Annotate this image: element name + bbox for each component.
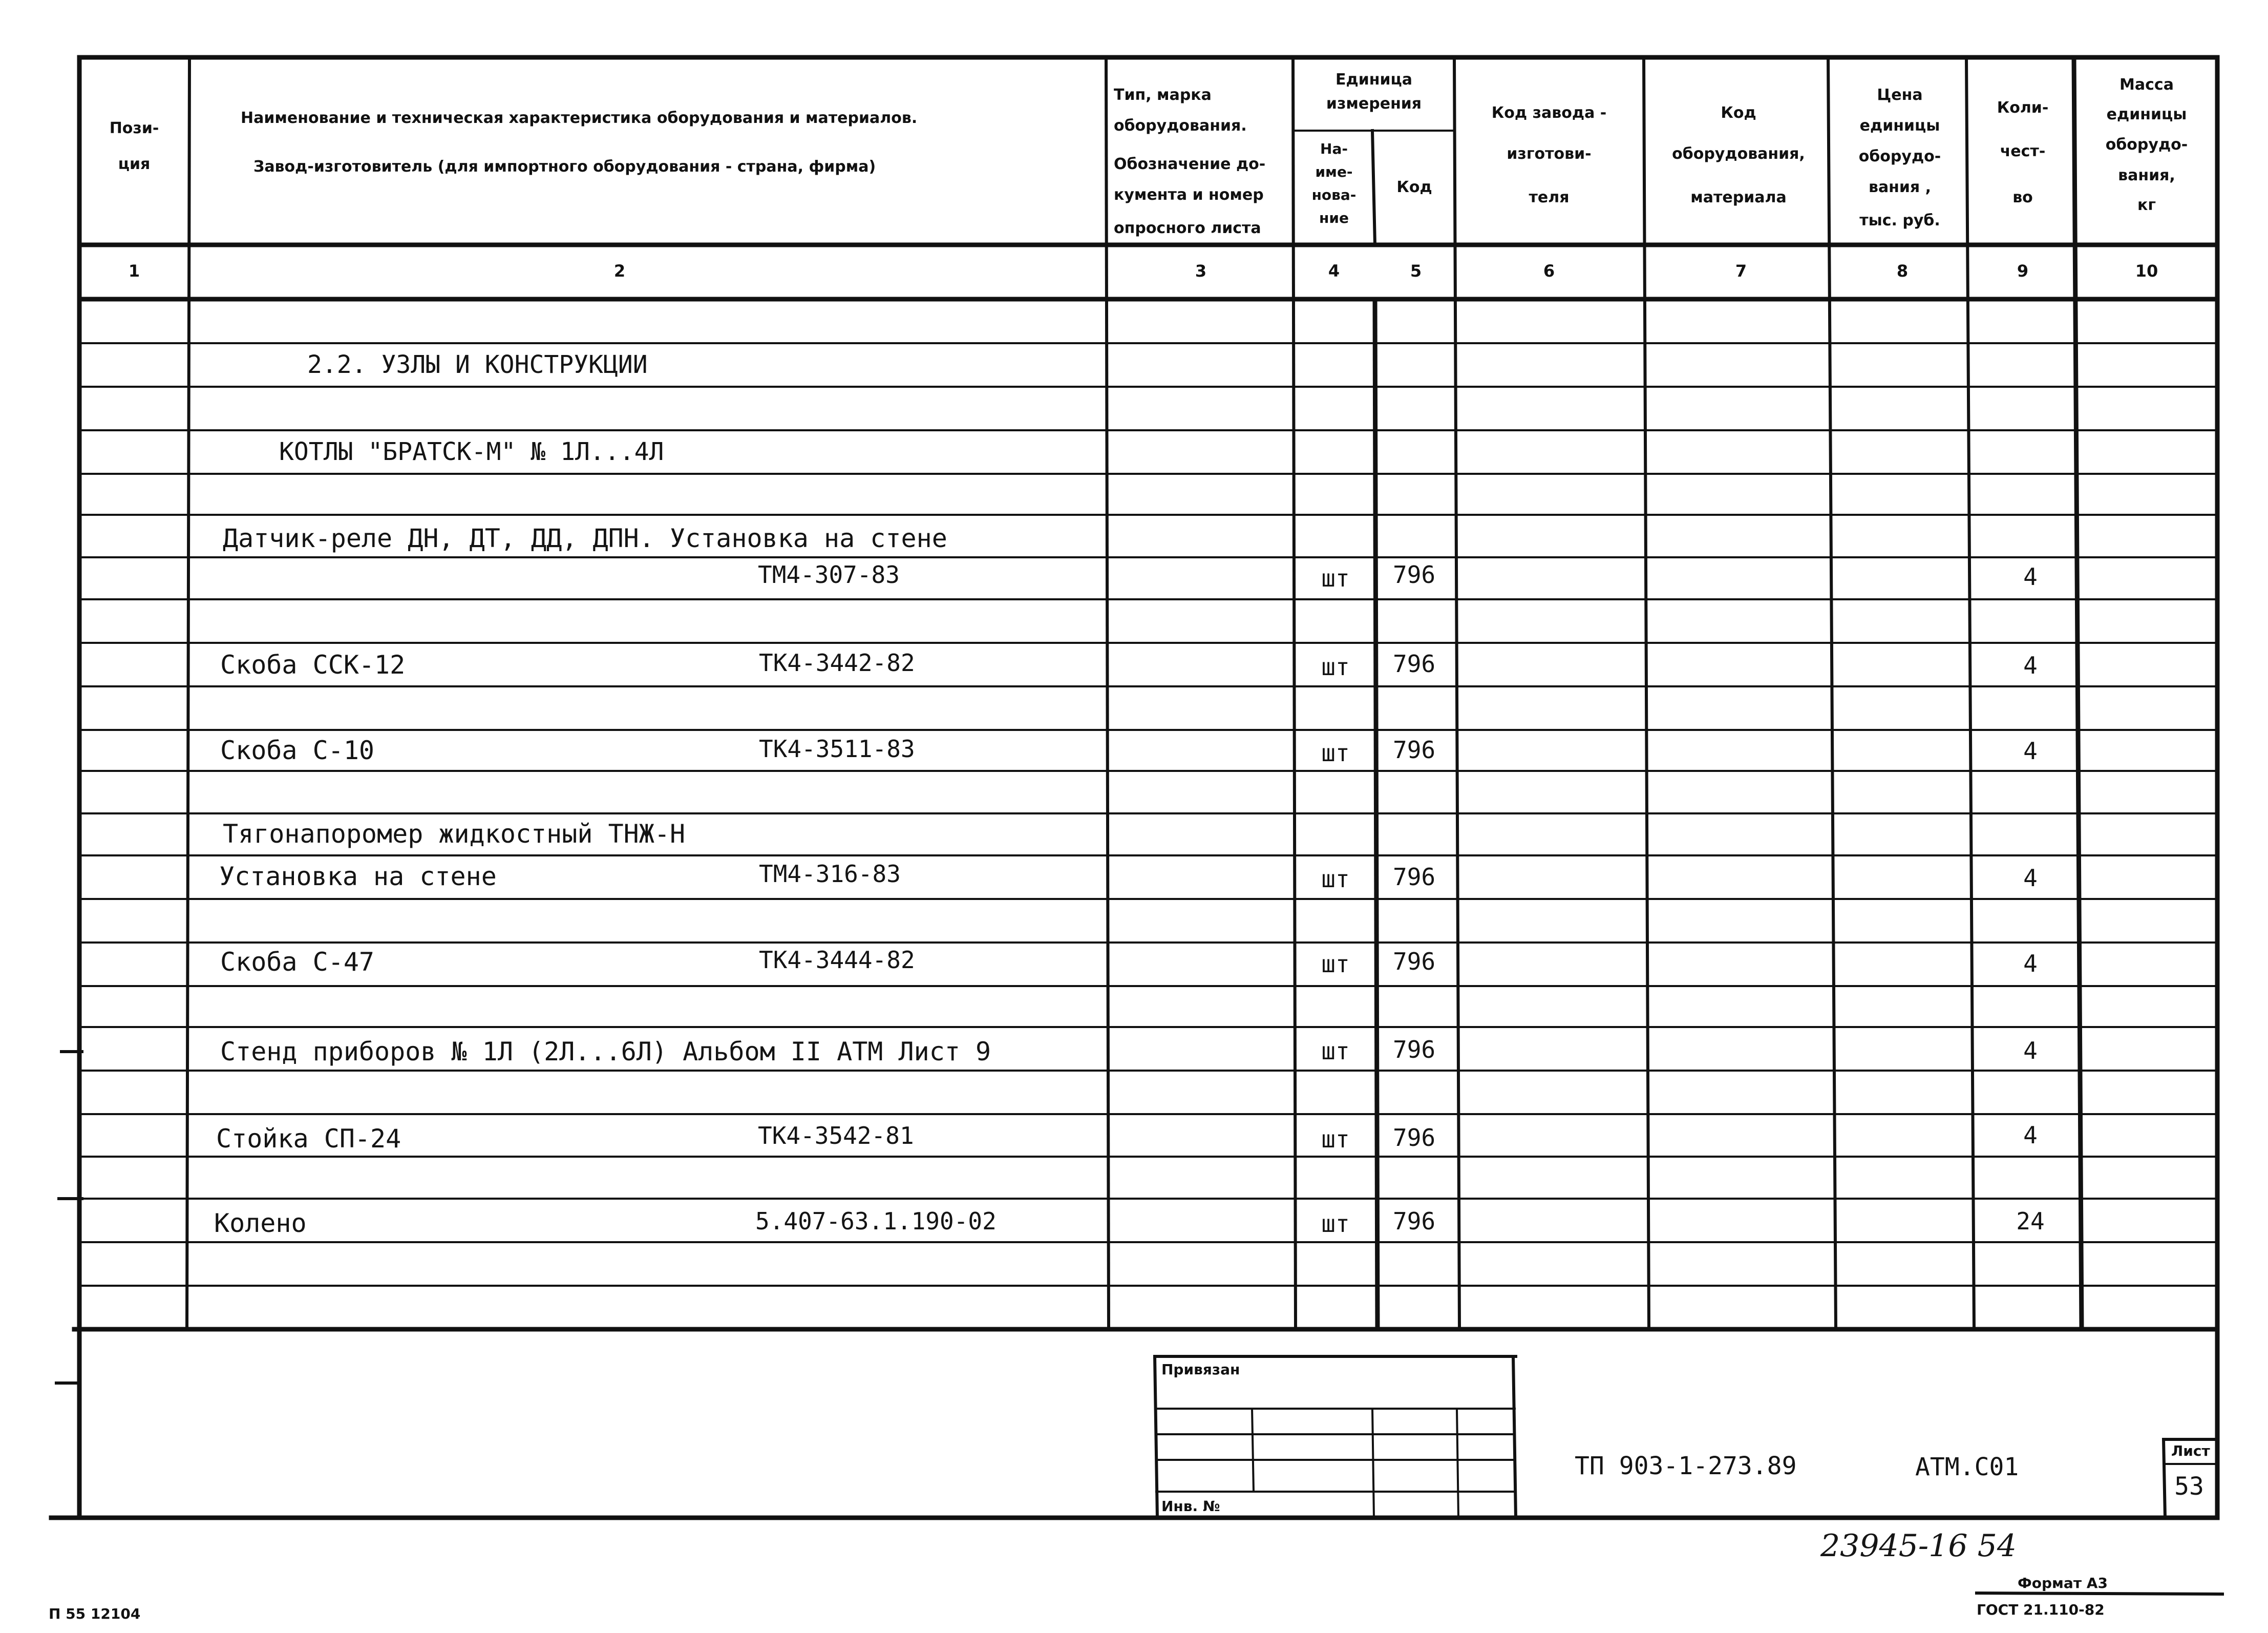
row-stoyka-code: 796 [1393, 1124, 1436, 1152]
header-col6-line2: изготови- [1507, 145, 1592, 163]
header-col8-line5: тыс. руб. [1859, 212, 1940, 229]
row-skoba2-unit: шт [1321, 739, 1350, 767]
header-unit-line1: Единица [1336, 71, 1412, 89]
row-koleno-unit: шт [1321, 1210, 1350, 1238]
header-col4-line2: име- [1315, 163, 1353, 180]
row-stoyka-doc: ТК4-3542-81 [758, 1122, 914, 1149]
row-skoba3-name: Скоба С-47 [220, 947, 375, 977]
header-col9-line2: чест- [2000, 142, 2046, 160]
row-koleno-code: 796 [1393, 1207, 1436, 1235]
header-col8-line4: вания , [1868, 178, 1932, 196]
row-skoba3-doc: ТК4-3444-82 [759, 946, 915, 974]
row-tyago-doc: ТМ4-316-83 [759, 860, 901, 888]
row-stend-name: Стенд приборов № 1Л (2Л...6Л) Альбом II АТМ Лист 9 [220, 1037, 991, 1066]
col-number-1: 1 [128, 261, 140, 281]
header-col9-line3: во [2012, 189, 2033, 206]
row-skoba3-unit: шт [1321, 950, 1350, 978]
header-col9-line1: Коли- [1997, 99, 2049, 117]
header-col2-line2: Завод-изготовитель (для импортного оборудования - страна, фирма) [253, 158, 876, 176]
gost-note: ГОСТ 21.110-82 [1977, 1601, 2105, 1618]
row-sensor-doc: ТМ4-307-83 [758, 561, 900, 589]
album-code: АТМ.С01 [1915, 1453, 2019, 1481]
header-col3-line2: оборудования. [1114, 117, 1247, 135]
header-unit-line2: измерения [1326, 95, 1422, 113]
header-col4-line3: нова- [1311, 186, 1356, 203]
row-tyago-qty: 4 [2023, 864, 2038, 892]
col-number-4: 4 [1328, 261, 1340, 281]
col-number-2: 2 [613, 261, 626, 281]
row-sensor-unit: шт [1321, 564, 1350, 592]
row-stoyka-unit: шт [1321, 1125, 1350, 1153]
header-col10-line3: оборудо- [2105, 136, 2188, 154]
table-header [110, 71, 2188, 281]
table-body [214, 350, 2045, 1238]
row-skoba1-qty: 4 [2023, 652, 2038, 679]
header-col3-line3: Обозначение до- [1114, 155, 1266, 173]
format-note: Формат А3 [2018, 1575, 2108, 1592]
header-col6-line1: Код завода - [1491, 104, 1607, 122]
header-col4-line4: ние [1319, 210, 1349, 226]
row-skoba2-qty: 4 [2023, 737, 2038, 765]
page-footer [49, 1528, 2108, 1622]
row-tyago-unit: шт [1321, 865, 1350, 893]
header-col3-line1: Тип, марка [1114, 86, 1212, 104]
row-skoba3-code: 796 [1393, 948, 1436, 975]
row-tyago-code: 796 [1393, 863, 1436, 891]
row-skoba1-unit: шт [1321, 653, 1350, 681]
row-skoba1-name: Скоба ССК-12 [220, 650, 406, 680]
col-number-5: 5 [1410, 261, 1422, 281]
subsection-title: КОТЛЫ "БРАТСК-М" № 1Л...4Л [279, 437, 664, 466]
header-col3-line4: кумента и номер [1114, 186, 1264, 204]
row-koleno-name: Колено [214, 1208, 307, 1238]
row-skoba3-qty: 4 [2023, 950, 2038, 977]
col-number-10: 10 [2135, 261, 2158, 281]
section-title: 2.2. УЗЛЫ И КОНСТРУКЦИИ [307, 350, 648, 379]
header-col6-line3: теля [1529, 189, 1570, 206]
row-stoyka-name: Стойка СП-24 [216, 1124, 401, 1154]
header-col8-line3: оборудо- [1858, 148, 1941, 165]
header-col7-line3: материала [1690, 189, 1787, 206]
row-tyago-name-line2: Установка на стене [219, 862, 497, 891]
col-number-8: 8 [1896, 261, 1909, 281]
row-stoyka-qty: 4 [2023, 1121, 2038, 1149]
row-stend-unit: шт [1321, 1037, 1350, 1065]
header-col7-line1: Код [1721, 104, 1756, 122]
row-skoba1-code: 796 [1393, 650, 1436, 678]
row-skoba2-doc: ТК4-3511-83 [759, 735, 915, 763]
header-col4-line1: На- [1320, 140, 1348, 157]
col-number-3: 3 [1195, 261, 1207, 281]
header-col1-line2: ция [118, 155, 151, 173]
document-designation: ТП 903-1-273.89 [1575, 1452, 1797, 1480]
form-code: П 55 12104 [49, 1605, 141, 1622]
row-sensor-qty: 4 [2023, 563, 2038, 591]
header-col10-line4: вания, [2118, 166, 2175, 184]
row-tyago-name-line1: Тягонапоромер жидкостный ТНЖ-Н [223, 819, 686, 849]
row-sensor-name: Датчик-реле ДН, ДТ, ДД, ДПН. Установка на стене [223, 524, 947, 553]
row-stend-code: 796 [1393, 1036, 1436, 1063]
header-col7-line2: оборудования, [1672, 145, 1805, 163]
header-col10-line5: кг [2137, 196, 2156, 214]
row-sensor-code: 796 [1393, 561, 1436, 589]
header-col1-line1: Пози- [109, 119, 159, 137]
col-number-6: 6 [1543, 261, 1555, 281]
row-skoba2-code: 796 [1393, 736, 1436, 764]
header-col5: Код [1396, 178, 1432, 196]
row-skoba1-doc: ТК4-3442-82 [759, 649, 915, 677]
row-koleno-qty: 24 [2016, 1207, 2045, 1235]
sheet-number: 53 [2174, 1472, 2204, 1501]
row-skoba2-name: Скоба С-10 [220, 736, 375, 765]
header-col2-line1: Наименование и техническая характеристика оборудования и материалов. [241, 109, 918, 127]
privyazan-label: Привязан [1161, 1361, 1240, 1378]
col-number-7: 7 [1735, 261, 1747, 281]
header-col10-line1: Масса [2119, 76, 2174, 94]
handwritten-number: 23945-16 54 [1820, 1528, 2017, 1564]
header-col8-line2: единицы [1859, 117, 1940, 135]
sheet-label: Лист [2171, 1442, 2210, 1459]
inventory-label: Инв. № [1161, 1498, 1220, 1515]
col-number-9: 9 [2017, 261, 2029, 281]
header-col10-line2: единицы [2106, 106, 2187, 123]
header-col3-line5: опросного листа [1114, 219, 1261, 237]
row-stend-qty: 4 [2023, 1037, 2038, 1064]
row-koleno-doc: 5.407-63.1.190-02 [755, 1207, 997, 1235]
header-col8-line1: Цена [1877, 86, 1923, 104]
